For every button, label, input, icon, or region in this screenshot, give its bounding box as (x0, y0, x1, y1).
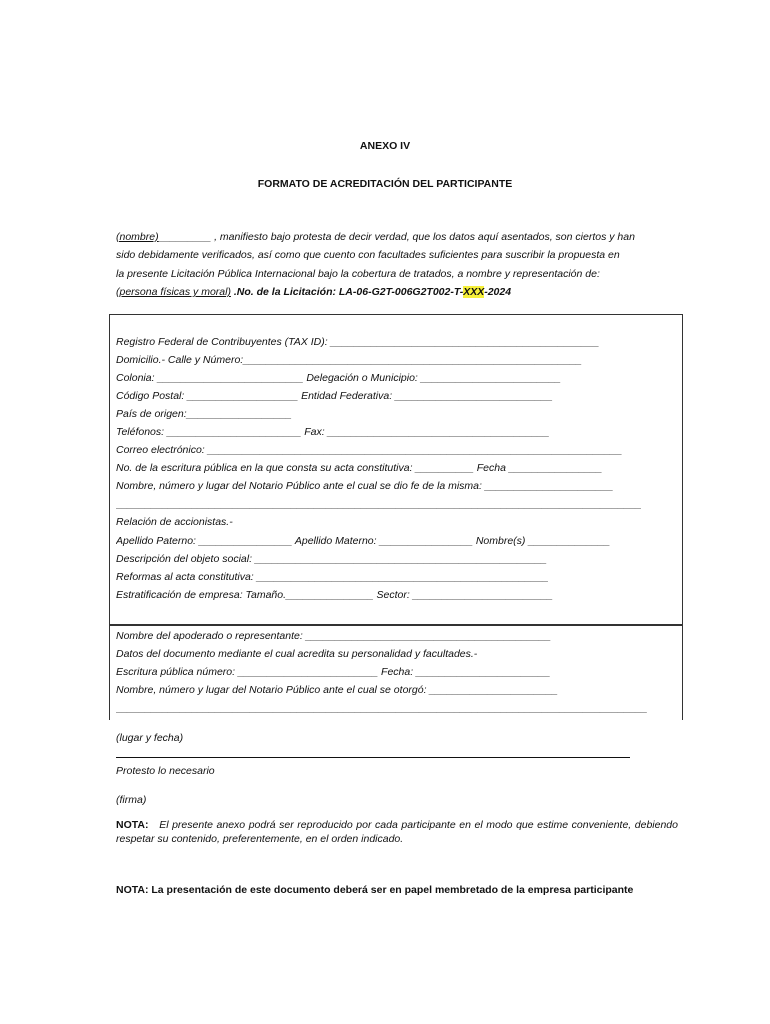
declaration-line-1: (nombre)_________ , manifiesto bajo protesta de decir verdad, que los datos aquí asentados, son ciertos y han (116, 231, 635, 243)
declaration-line-2: sido debidamente verificados, así como que cuento con facultades suficientes para suscribir la propuesta en (116, 249, 620, 262)
email-field[interactable]: Correo electrónico: _______________________________________________________________________ (116, 444, 623, 456)
declaration-line-3: la presente Licitación Pública Internacional bajo la cobertura de tratados, a nombre y representación de: (116, 267, 600, 280)
representative-notary-field[interactable]: Nombre, número y lugar del Notario Público ante el cual se otorgó: ______________________ (116, 684, 558, 696)
address-field[interactable]: Domicilio.- Calle y Número:__________________________________________________________ (116, 354, 582, 366)
shareholders-heading: Relación de accionistas.- (116, 516, 233, 528)
signature-line[interactable] (116, 757, 630, 758)
shareholder-names-field[interactable]: Apellido Paterno: ________________ Apellido Materno: ________________ Nombre(s) ______________ (116, 535, 611, 547)
note-label: NOTA: (116, 819, 149, 831)
place-date-label: (lugar y fecha) (116, 732, 184, 744)
representative-name-field[interactable]: Nombre del apoderado o representante: __________________________________________ (116, 630, 551, 642)
notary-field[interactable]: Nombre, número y lugar del Notario Público ante el cual se dio fe de la misma: ______________________ (116, 480, 614, 492)
notary-continuation-line[interactable]: __________________________________________________________________________________________ (116, 498, 642, 510)
name-blank: _________ (158, 231, 212, 243)
deed-number-date-field[interactable]: No. de la escritura pública en la que consta su acta constitutiva: __________ Fecha ________________ (116, 462, 603, 474)
tender-number: No. de la Licitación: LA-06-G2T-006G2T002-T- (236, 286, 464, 299)
phone-fax-field[interactable]: Teléfonos: _______________________ Fax: ______________________________________ (116, 426, 550, 438)
reproduction-note (116, 819, 678, 846)
form-title: FORMATO DE ACREDITACIÓN DEL PARTICIPANTE (257, 178, 513, 190)
corporate-purpose-field[interactable]: Descripción del objeto social: __________________________________________________ (116, 553, 547, 565)
annex-heading: ANEXO IV (359, 140, 411, 152)
declaration-line-4: (persona físicas y moral) .No. de la Licitación: LA-06-G2T-006G2T002-T-XXX-2024 (116, 286, 512, 299)
person-type-placeholder: (persona físicas y moral) (116, 286, 231, 299)
name-placeholder: (nombre) (116, 231, 159, 243)
signature-label: (firma) (116, 794, 147, 806)
representative-document-heading: Datos del documento mediante el cual acredita su personalidad y facultades.- (116, 648, 478, 660)
company-size-sector-field[interactable]: Estratificación de empresa: Tamaño._______________ Sector: ________________________ (116, 589, 553, 601)
rfc-field[interactable]: Registro Federal de Contribuyentes (TAX ID): ______________________________________________ (116, 336, 600, 348)
representative-continuation-line[interactable]: ___________________________________________________________________________________________ (116, 702, 648, 714)
power-deed-field[interactable]: Escritura pública número: ________________________ Fecha: _______________________ (116, 666, 551, 678)
postal-code-state-field[interactable]: Código Postal: ___________________ Entidad Federativa: ___________________________ (116, 390, 553, 402)
bylaws-reforms-field[interactable]: Reformas al acta constitutiva: __________________________________________________ (116, 571, 549, 583)
letterhead-note: NOTA: La presentación de este documento deberá ser en papel membretado de la empresa participante (116, 884, 634, 896)
declaration-paragraph (116, 228, 678, 302)
protest-label: Protesto lo necesario (116, 765, 215, 777)
note-text: El presente anexo podrá ser reproducido por cada participante en el modo que estime conveniente, debiendo respetar su contenido, preferentemente, en el orden indicado. (116, 819, 678, 845)
colony-municipality-field[interactable]: Colonia: _________________________ Delegación o Municipio: ________________________ (116, 372, 561, 384)
tender-number-highlight: XXX (463, 286, 485, 299)
country-field[interactable]: País de origen:__________________ (116, 408, 292, 420)
